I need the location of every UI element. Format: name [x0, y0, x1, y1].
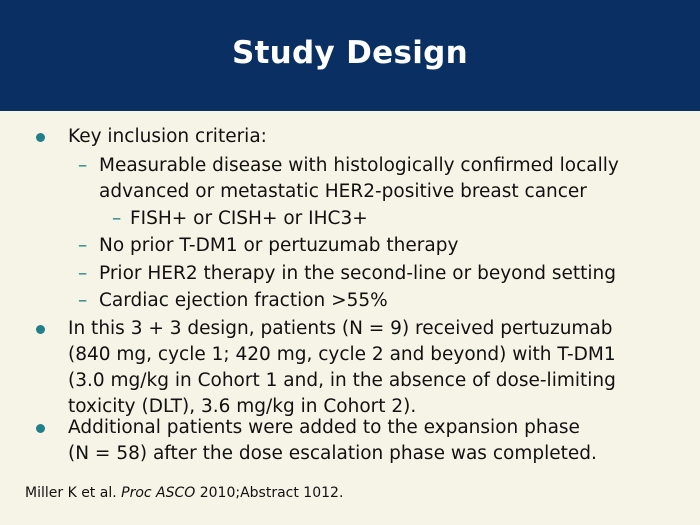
bullet-2-line-2: (840 mg, cycle 1; 420 mg, cycle 2 and beyond) with T-DM1: [68, 344, 616, 365]
sub-bullet-1-line-2: advanced or metastatic HER2-positive breast cancer: [99, 181, 587, 202]
sub-bullet-3: Prior HER2 therapy in the second-line or beyond setting: [99, 263, 616, 284]
sub-bullet-4: Cardiac ejection fraction >55%: [99, 290, 388, 311]
slide-header: [0, 0, 700, 111]
bullet-2-line-4: toxicity (DLT), 3.6 mg/kg in Cohort 2).: [68, 396, 417, 417]
bullet-2-line-1: In this 3 + 3 design, patients (N = 9) received pertuzumab: [68, 318, 613, 339]
dash-icon: –: [78, 263, 88, 284]
bullet-dot-1: [36, 133, 45, 142]
dash-icon: –: [112, 208, 122, 229]
bullet-3-line-1: Additional patients were added to the expansion phase: [68, 417, 580, 438]
bullet-dot-3: [36, 424, 45, 433]
sub-bullet-1-line-1: Measurable disease with histologically confirmed locally: [99, 155, 619, 176]
citation-rest: 2010;Abstract 1012.: [195, 485, 344, 501]
slide-title: Study Design: [231, 34, 469, 71]
citation-journal: Proc ASCO: [121, 485, 196, 501]
citation: [25, 484, 343, 502]
bullet-2-line-3: (3.0 mg/kg in Cohort 1 and, in the absence of dose-limiting: [68, 370, 616, 391]
dash-icon: –: [78, 235, 88, 256]
citation-author: Miller K et al.: [25, 485, 122, 501]
dash-icon: –: [78, 290, 88, 311]
sub-sub-bullet-1: FISH+ or CISH+ or IHC3+: [130, 208, 368, 229]
bullet-dot-2: [36, 325, 45, 334]
sub-bullet-2: No prior T-DM1 or pertuzumab therapy: [99, 235, 459, 256]
bullet-3-line-2: (N = 58) after the dose escalation phase was completed.: [68, 443, 597, 464]
bullet-1-text: Key inclusion criteria:: [68, 126, 267, 147]
dash-icon: –: [78, 155, 88, 176]
